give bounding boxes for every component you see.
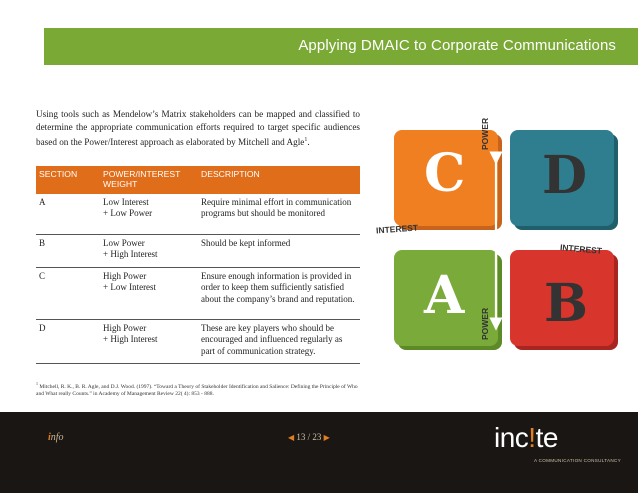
column-header-section: SECTION	[36, 166, 100, 194]
page-title: Applying DMAIC to Corporate Communications	[298, 37, 616, 54]
logo-text-left: inc	[494, 422, 529, 453]
left-triangle-icon[interactable]: ◀	[288, 433, 295, 442]
interest-axis-arrow	[414, 238, 582, 246]
info-logo-text: nfo	[50, 432, 64, 443]
intro-paragraph	[36, 108, 360, 150]
column-header-description: DESCRIPTION	[198, 166, 360, 194]
quadrant-d-letter: D	[542, 145, 588, 206]
info-logo-mark: i	[48, 432, 51, 443]
logo-text-right: te	[535, 422, 558, 453]
table-row	[36, 194, 360, 235]
axis-arrows	[372, 128, 622, 356]
section-cell: D	[36, 319, 100, 363]
stakeholder-table	[36, 166, 360, 364]
page-number: 13 / 23	[296, 432, 322, 442]
weight-cell	[100, 267, 198, 319]
weight-line: High Power	[103, 270, 147, 281]
pagination	[288, 432, 330, 442]
description-cell: These are key players who should be encouraged and influenced regularly as part of communication strategy.	[198, 319, 360, 363]
section-cell: B	[36, 235, 100, 268]
info-logo	[48, 432, 64, 443]
intro-text: Using tools such as Mendelow’s Matrix stakeholders can be mapped and classified to determine the appropriate communication efforts required to target specific audiences based on the Power/Interest approach as elaborated by Mitchell and Agle	[36, 109, 360, 148]
description-cell: Should be kept informed	[198, 235, 360, 268]
weight-line: + High Interest	[103, 249, 158, 260]
weight-line: High Power	[103, 322, 147, 333]
weight-cell	[100, 319, 198, 363]
axis-label-power-bottom: POWER	[480, 307, 490, 340]
logo-tagline: A COMMUNICATION CONSULTANCY	[534, 458, 621, 463]
power-interest-matrix	[372, 117, 622, 356]
weight-line: Low Interest	[103, 197, 149, 207]
intro-end: .	[307, 137, 310, 148]
table-header-row	[36, 166, 360, 194]
quadrant-b-letter: B	[544, 273, 588, 334]
section-cell: A	[36, 194, 100, 235]
incite-logo	[494, 422, 558, 454]
table-row	[36, 267, 360, 319]
quadrant-c-letter: C	[424, 143, 466, 204]
quadrant-a-letter: A	[424, 265, 465, 326]
column-header-weight: POWER/INTEREST WEIGHT	[100, 166, 198, 194]
axis-label-interest-right: INTEREST	[559, 242, 603, 256]
weight-cell	[100, 194, 198, 235]
header	[0, 0, 638, 68]
weight-line: + Low Power	[103, 208, 153, 219]
footer	[0, 412, 638, 493]
section-cell: C	[36, 267, 100, 319]
weight-line: + Low Interest	[103, 282, 157, 293]
footnote-reference: 1	[36, 381, 38, 386]
right-triangle-icon[interactable]: ▶	[323, 433, 330, 442]
footnote	[36, 380, 366, 399]
axis-label-power-top: POWER	[480, 117, 490, 150]
table-row	[36, 319, 360, 363]
footnote-text: Mitchell, R. K., B. R. Agle, and D.J. Wood. (1997). “Toward a Theory of Stakeholder Identification and Salience: Defining the Principle of Who and What really Counts.” in Academy of Management Review 22( 4): 853 - 888.	[36, 383, 358, 398]
description-cell: Require minimal effort in communication programs but should be monitored	[198, 194, 360, 235]
weight-line: Low Power	[103, 238, 145, 248]
description-cell: Ensure enough information is provided in order to keep them sufficiently satisfied about the company’s brand and reputation.	[198, 267, 360, 319]
axis-label-interest-left: INTEREST	[375, 222, 419, 236]
logo-mark: !	[528, 422, 536, 453]
weight-cell	[100, 235, 198, 268]
intro-reference: 1	[304, 137, 308, 144]
table-row	[36, 235, 360, 268]
weight-line: + High Interest	[103, 334, 158, 345]
